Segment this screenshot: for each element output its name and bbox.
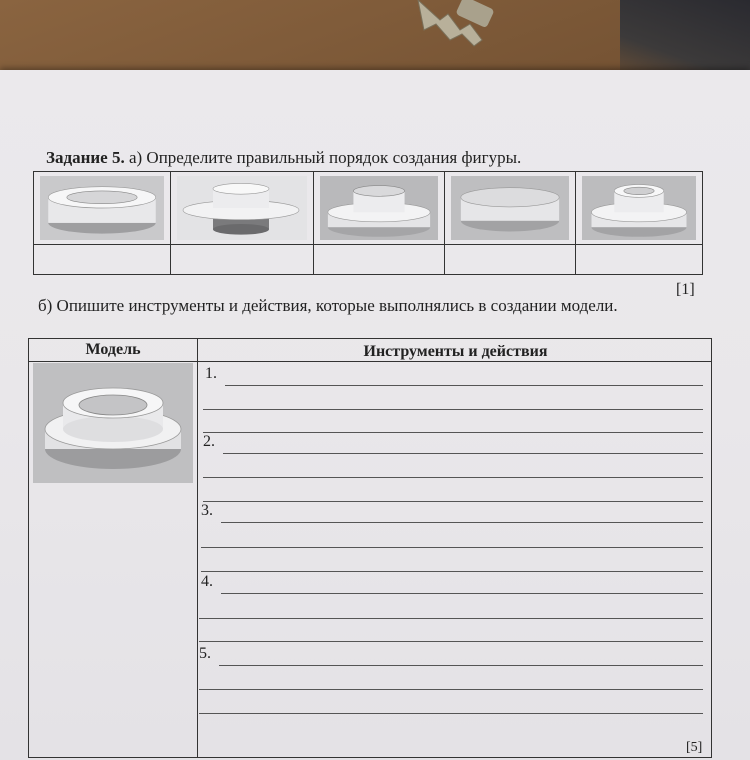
answer-line[interactable]: [201, 571, 703, 572]
step-number-1: 1.: [205, 365, 217, 382]
answer-line[interactable]: [203, 409, 703, 410]
figure-cell-3: [314, 172, 445, 244]
answer-cell-5[interactable]: [576, 245, 702, 275]
figure-cell-1: [34, 172, 171, 244]
answer-line[interactable]: [199, 713, 703, 714]
answer-line[interactable]: [203, 501, 703, 502]
task-label: Задание 5.: [46, 148, 125, 167]
step-number-2: 2.: [203, 433, 215, 450]
figure-row: [34, 172, 702, 245]
answer-line[interactable]: [199, 618, 703, 619]
figure-image-1: [40, 176, 164, 240]
figure-image-5: [582, 176, 696, 240]
figure-cell-2: [171, 172, 314, 244]
answer-line[interactable]: [203, 477, 703, 478]
answer-cell-1[interactable]: [34, 245, 171, 275]
answer-line[interactable]: [221, 522, 703, 523]
header-divider: [29, 361, 711, 362]
part-b-score: [5]: [686, 740, 703, 755]
answer-line[interactable]: [221, 593, 703, 594]
answer-cell-3[interactable]: [314, 245, 445, 275]
answer-row: [34, 245, 702, 275]
figure-cell-5: [576, 172, 702, 244]
tools-column-header: Инструменты и действия: [363, 343, 548, 360]
step-number-5: 5.: [199, 645, 211, 662]
figure-order-table: [33, 171, 703, 275]
answer-line[interactable]: [225, 385, 703, 386]
answer-line[interactable]: [199, 641, 703, 642]
answer-line[interactable]: [201, 547, 703, 548]
tools-table: [28, 338, 712, 758]
step-number-4: 4.: [201, 573, 213, 590]
figure-image-3: [320, 176, 438, 240]
task-title: [46, 148, 521, 168]
figure-image-2: [177, 176, 307, 240]
model-image: [33, 363, 193, 483]
answer-cell-4[interactable]: [445, 245, 576, 275]
column-divider: [197, 339, 198, 757]
part-a-text: а) Определите правильный порядок создания фигуры.: [128, 148, 522, 167]
model-column-header: Модель: [85, 341, 141, 358]
figure-image-4: [451, 176, 569, 240]
answer-line[interactable]: [223, 453, 703, 454]
figure-cell-4: [445, 172, 576, 244]
answer-line[interactable]: [203, 432, 703, 433]
answer-line[interactable]: [199, 689, 703, 690]
answer-line[interactable]: [219, 665, 703, 666]
part-b-text: б) Опишите инструменты и действия, которые выполнялись в создании модели.: [38, 296, 618, 315]
step-number-3: 3.: [201, 502, 213, 519]
keys-image: [410, 0, 500, 50]
answer-cell-2[interactable]: [171, 245, 314, 275]
part-a-score: [1]: [676, 281, 695, 298]
